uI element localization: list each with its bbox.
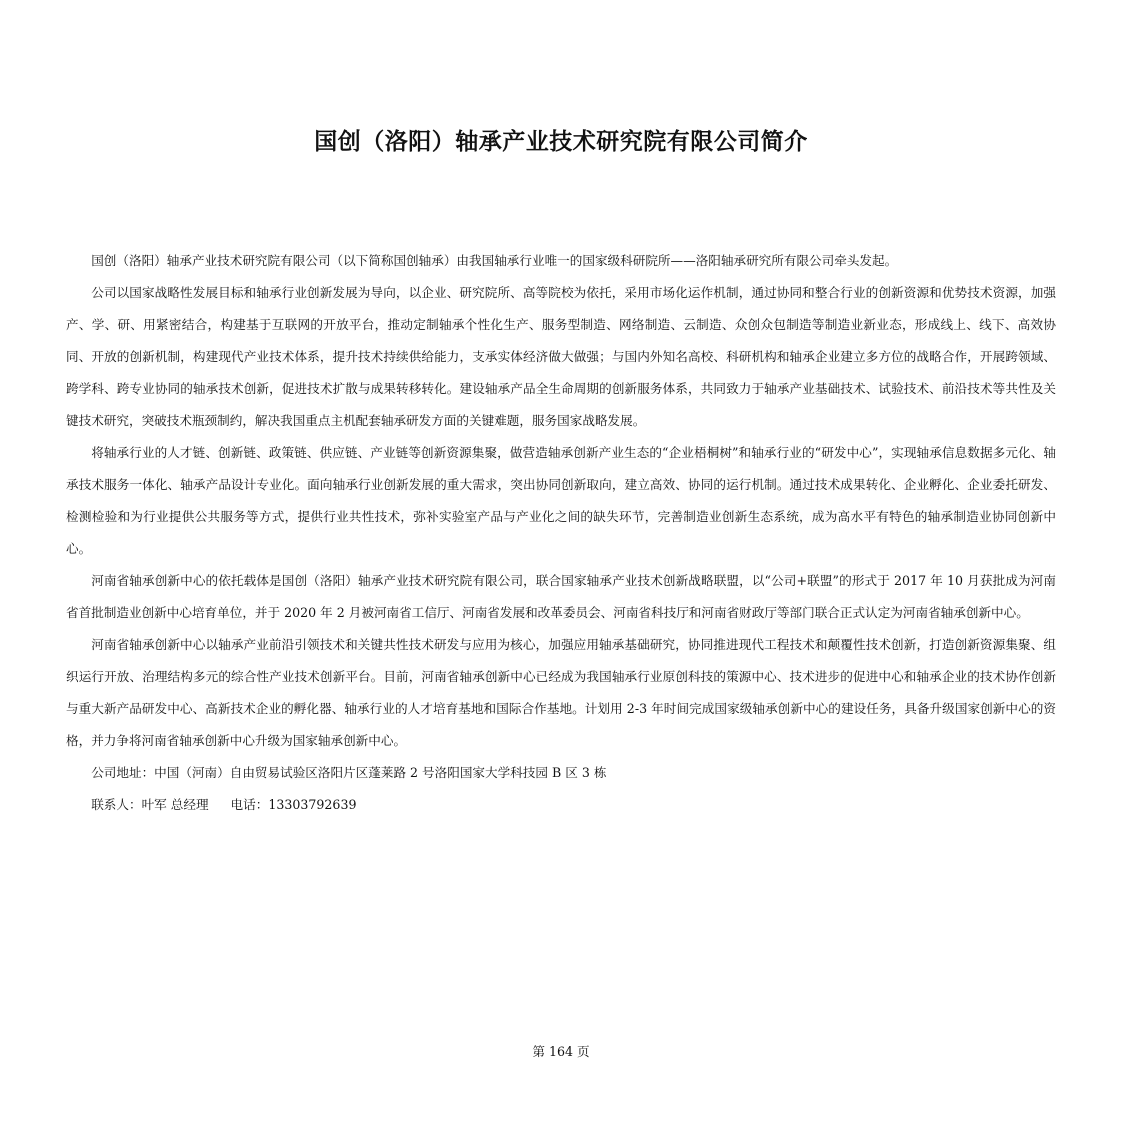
company-address: 公司地址：中国（河南）自由贸易试验区洛阳片区蓬莱路 2 号洛阳国家大学科技园 B 区 3 栋 — [91, 765, 607, 780]
page-number: 第 164 页 — [532, 1044, 590, 1059]
contact-phone: 电话：13303792639 — [230, 797, 357, 812]
paragraph-ecosystem: 将轴承行业的人才链、创新链、政策链、供应链、产业链等创新资源集聚，做营造轴承创新产业生态的“企业梧桐树”和轴承行业的“研发中心”，实现轴承信息数据多元化、轴承技术服务一体化、轴承产品设计专业化。面向轴承行业创新发展的重大需求，突出协同创新取向，建立高效、协同的运行机制。通过技术成果转化、企业孵化、企业委托研发、检测检验和为行业提供公共服务等方式，提供行业共性技术，弥补实验室产品与产业化之间的缺失环节，完善制造业创新生态系统，成为高水平有特色的轴承制造业协同创新中心。 — [66, 445, 1056, 556]
contact-line — [66, 789, 1056, 821]
contact-person: 联系人：叶军 总经理 — [91, 797, 209, 812]
paragraph-intro: 国创（洛阳）轴承产业技术研究院有限公司（以下简称国创轴承）由我国轴承行业唯一的国家级科研院所——洛阳轴承研究所有限公司牵头发起。 — [91, 253, 898, 268]
paragraph-henan-center: 河南省轴承创新中心的依托载体是国创（洛阳）轴承产业技术研究院有限公司，联合国家轴承产业技术创新战略联盟，以“公司+联盟”的形式于 2017 年 10 月获批成为河南省首批制造业创新中心培育单位，并于 2020 年 2 月被河南省工信厅、河南省发展和改革委员会、河南省科技厅和河南省财政厅等部门联合正式认定为河南省轴承创新中心。 — [66, 573, 1056, 620]
document-body — [66, 245, 1056, 821]
document-title: 国创（洛阳）轴承产业技术研究院有限公司简介 — [314, 129, 808, 155]
paragraph-center-goals: 河南省轴承创新中心以轴承产业前沿引领技术和关键共性技术研发与应用为核心，加强应用轴承基础研究，协同推进现代工程技术和颠覆性技术创新，打造创新资源集聚、组织运行开放、治理结构多元的综合性产业技术创新平台。目前，河南省轴承创新中心已经成为我国轴承行业原创科技的策源中心、技术进步的促进中心和轴承企业的技术协作创新与重大新产品研发中心、高新技术企业的孵化器、轴承行业的人才培育基地和国际合作基地。计划用 2-3 年时间完成国家级轴承创新中心的建设任务，具备升级国家创新中心的资格，并力争将河南省轴承创新中心升级为国家轴承创新中心。 — [66, 637, 1056, 748]
paragraph-strategy: 公司以国家战略性发展目标和轴承行业创新发展为导向，以企业、研究院所、高等院校为依托，采用市场化运作机制，通过协同和整合行业的创新资源和优势技术资源，加强产、学、研、用紧密结合，构建基于互联网的开放平台，推动定制轴承个性化生产、服务型制造、网络制造、云制造、众创众包制造等制造业新业态，形成线上、线下、高效协同、开放的创新机制，构建现代产业技术体系，提升技术持续供给能力，支承实体经济做大做强；与国内外知名高校、科研机构和轴承企业建立多方位的战略合作，开展跨领域、跨学科、跨专业协同的轴承技术创新，促进技术扩散与成果转移转化。建设轴承产品全生命周期的创新服务体系，共同致力于轴承产业基础技术、试验技术、前沿技术等共性及关键技术研究，突破技术瓶颈制约，解决我国重点主机配套轴承研发方面的关键难题，服务国家战略发展。 — [66, 285, 1056, 428]
